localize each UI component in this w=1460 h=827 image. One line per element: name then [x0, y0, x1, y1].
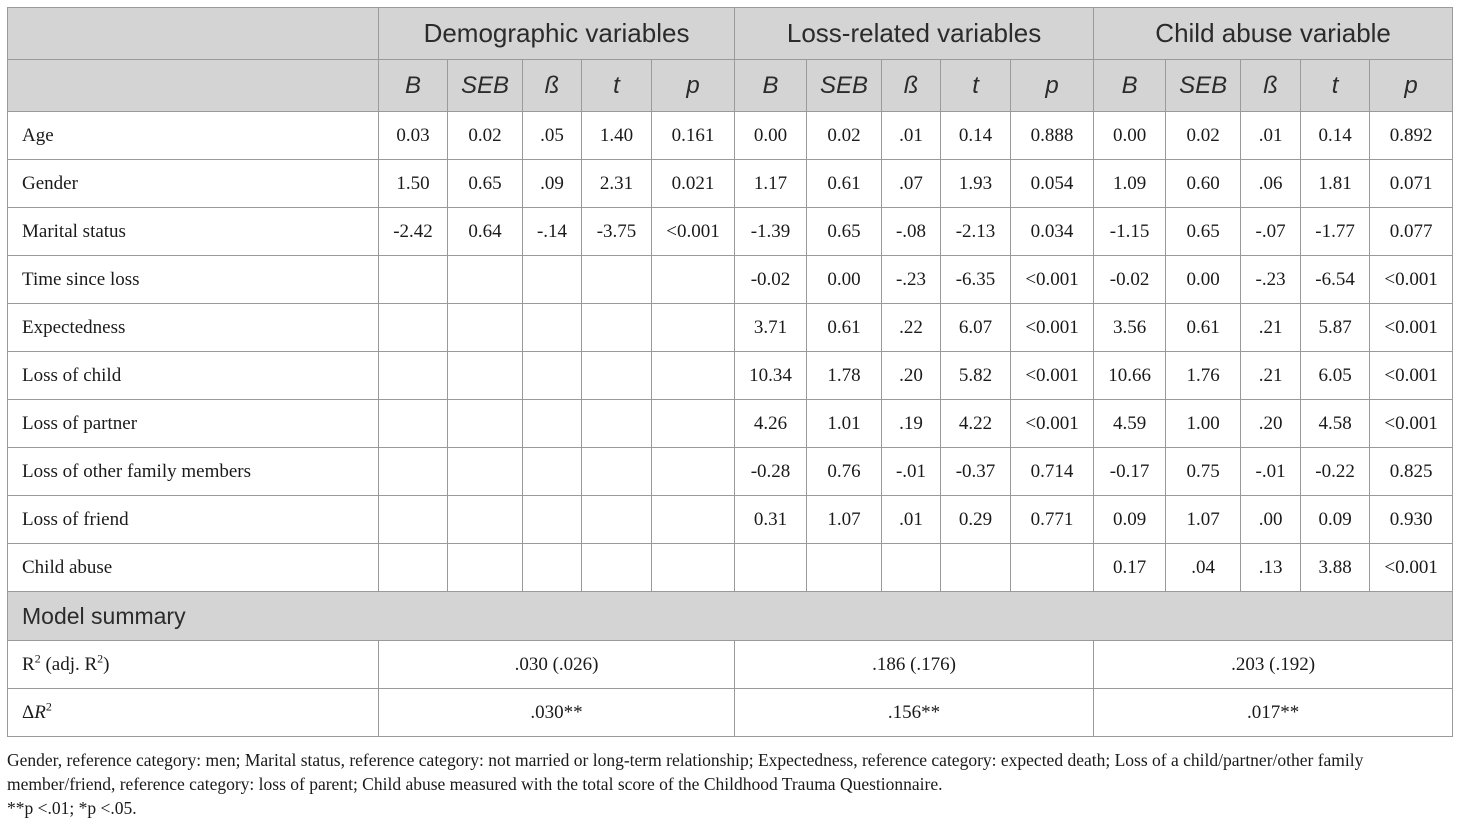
- model-summary-title: Model summary: [8, 592, 1453, 641]
- table-cell: [582, 304, 652, 352]
- delta-r2-row: [8, 689, 1453, 737]
- table-cell: <0.001: [1011, 304, 1094, 352]
- table-cell: [379, 352, 448, 400]
- table-body: [8, 112, 1453, 592]
- table-cell: 0.02: [807, 112, 882, 160]
- sub-header-b-group-3: B: [1094, 60, 1166, 112]
- table-cell: [941, 544, 1011, 592]
- table-row: [8, 400, 1453, 448]
- table-cell: 0.03: [379, 112, 448, 160]
- table-cell: 0.892: [1370, 112, 1453, 160]
- table-cell: 10.66: [1094, 352, 1166, 400]
- footnote-line-2: **p <.01; *p <.05.: [7, 798, 137, 818]
- table-cell: 6.07: [941, 304, 1011, 352]
- table-cell: 0.077: [1370, 208, 1453, 256]
- table-cell: -1.77: [1301, 208, 1370, 256]
- table-footnote: [7, 748, 1453, 820]
- delta-r2-label: $\Delta R^2$: [8, 689, 379, 737]
- table-cell: [523, 304, 582, 352]
- table-cell: .01: [882, 496, 941, 544]
- table-cell: [523, 256, 582, 304]
- table-cell: [448, 400, 523, 448]
- table-cell: -0.37: [941, 448, 1011, 496]
- table-cell: -3.75: [582, 208, 652, 256]
- sub-header-p-group-1: p: [652, 60, 735, 112]
- table-row: [8, 112, 1453, 160]
- table-cell: [582, 496, 652, 544]
- table-cell: -0.02: [1094, 256, 1166, 304]
- regression-table: [7, 7, 1453, 737]
- table-cell: 3.71: [735, 304, 807, 352]
- table-cell: 0.09: [1301, 496, 1370, 544]
- delta-r2-value-loss-related: .156**: [735, 689, 1094, 737]
- table-row: [8, 304, 1453, 352]
- table-cell: 2.31: [582, 160, 652, 208]
- table-cell: -.01: [1241, 448, 1301, 496]
- table-cell: -2.13: [941, 208, 1011, 256]
- r2-label: $R^2$ (adj. $R^2$): [8, 641, 379, 689]
- table-cell: -1.39: [735, 208, 807, 256]
- table-cell: 0.65: [1166, 208, 1241, 256]
- table-cell: 1.00: [1166, 400, 1241, 448]
- table-cell: .21: [1241, 304, 1301, 352]
- table-cell: 3.56: [1094, 304, 1166, 352]
- table-cell: [448, 304, 523, 352]
- table-cell: .19: [882, 400, 941, 448]
- row-label: Child abuse: [8, 544, 379, 592]
- table-cell: 0.76: [807, 448, 882, 496]
- table-cell: 0.888: [1011, 112, 1094, 160]
- table-cell: .01: [1241, 112, 1301, 160]
- table-cell: -6.54: [1301, 256, 1370, 304]
- table-cell: 0.02: [1166, 112, 1241, 160]
- table-cell: 4.58: [1301, 400, 1370, 448]
- table-cell: 5.87: [1301, 304, 1370, 352]
- table-cell: -0.02: [735, 256, 807, 304]
- table-cell: 3.88: [1301, 544, 1370, 592]
- table-cell: 0.65: [807, 208, 882, 256]
- table-cell: 0.714: [1011, 448, 1094, 496]
- table-cell: 1.93: [941, 160, 1011, 208]
- table-cell: [523, 352, 582, 400]
- table-cell: 0.65: [448, 160, 523, 208]
- table-cell: -0.22: [1301, 448, 1370, 496]
- table-cell: 0.054: [1011, 160, 1094, 208]
- footnote-line-1: Gender, reference category: men; Marital status, reference category: not married or long-term relationship; Expectedness, reference category: expected death; Loss of a child/partner/other family member/friend, reference category: loss of parent; Child abuse measured with the total score of the Childhood Trauma Questionnaire.: [7, 750, 1364, 794]
- table-cell: 0.021: [652, 160, 735, 208]
- table-cell: .07: [882, 160, 941, 208]
- table-cell: <0.001: [1370, 352, 1453, 400]
- table-cell: [652, 304, 735, 352]
- table-cell: [523, 400, 582, 448]
- table-cell: 1.01: [807, 400, 882, 448]
- corner-cell: [8, 8, 379, 60]
- table-cell: .13: [1241, 544, 1301, 592]
- r2-value-loss-related: .186 (.176): [735, 641, 1094, 689]
- table-cell: [652, 448, 735, 496]
- table-cell: 1.81: [1301, 160, 1370, 208]
- table-cell: 0.09: [1094, 496, 1166, 544]
- table-cell: <0.001: [1370, 400, 1453, 448]
- sub-header-ß-group-1: ß: [523, 60, 582, 112]
- delta-r2-value-demographic: .030**: [379, 689, 735, 737]
- table-cell: -1.15: [1094, 208, 1166, 256]
- table-cell: 0.00: [1094, 112, 1166, 160]
- sub-header-p-group-3: p: [1370, 60, 1453, 112]
- sub-header-seb-group-1: SEB: [448, 60, 523, 112]
- table-cell: [582, 400, 652, 448]
- table-cell: 1.07: [807, 496, 882, 544]
- sub-header-b-group-1: B: [379, 60, 448, 112]
- table-cell: -.07: [1241, 208, 1301, 256]
- table-cell: [379, 400, 448, 448]
- table-cell: .20: [1241, 400, 1301, 448]
- table-cell: <0.001: [1011, 400, 1094, 448]
- table-cell: 0.64: [448, 208, 523, 256]
- table-cell: 6.05: [1301, 352, 1370, 400]
- table-cell: <0.001: [1370, 304, 1453, 352]
- table-cell: 4.22: [941, 400, 1011, 448]
- table-cell: [582, 448, 652, 496]
- table-cell: 0.161: [652, 112, 735, 160]
- table-cell: [523, 496, 582, 544]
- table-cell: 4.59: [1094, 400, 1166, 448]
- table-cell: [448, 352, 523, 400]
- table-cell: 0.00: [735, 112, 807, 160]
- table-cell: .09: [523, 160, 582, 208]
- table-cell: -.23: [1241, 256, 1301, 304]
- corner-cell: [8, 60, 379, 112]
- table-cell: 0.02: [448, 112, 523, 160]
- row-label: Loss of other family members: [8, 448, 379, 496]
- r2-value-child-abuse: .203 (.192): [1094, 641, 1453, 689]
- table-cell: -6.35: [941, 256, 1011, 304]
- table-cell: 1.09: [1094, 160, 1166, 208]
- row-label: Loss of friend: [8, 496, 379, 544]
- table-cell: -2.42: [379, 208, 448, 256]
- table-cell: 0.61: [807, 160, 882, 208]
- table-cell: [448, 496, 523, 544]
- table-row: [8, 448, 1453, 496]
- table-cell: [523, 448, 582, 496]
- table-cell: 1.17: [735, 160, 807, 208]
- table-cell: .06: [1241, 160, 1301, 208]
- table-cell: .05: [523, 112, 582, 160]
- table-cell: [652, 400, 735, 448]
- sub-header-b-group-2: B: [735, 60, 807, 112]
- table-cell: 0.60: [1166, 160, 1241, 208]
- table-cell: [582, 544, 652, 592]
- table-cell: 0.034: [1011, 208, 1094, 256]
- table-row: [8, 496, 1453, 544]
- table-cell: 0.771: [1011, 496, 1094, 544]
- table-row: [8, 544, 1453, 592]
- table-cell: -.23: [882, 256, 941, 304]
- group-header-row: [8, 8, 1453, 60]
- table-cell: [582, 352, 652, 400]
- sub-header-p-group-2: p: [1011, 60, 1094, 112]
- table-cell: 0.17: [1094, 544, 1166, 592]
- table-cell: [807, 544, 882, 592]
- table-cell: 1.78: [807, 352, 882, 400]
- row-label: Time since loss: [8, 256, 379, 304]
- row-label: Age: [8, 112, 379, 160]
- table-cell: -.08: [882, 208, 941, 256]
- table-cell: -0.28: [735, 448, 807, 496]
- row-label: Gender: [8, 160, 379, 208]
- table-cell: 0.29: [941, 496, 1011, 544]
- table-cell: 0.61: [807, 304, 882, 352]
- row-label: Expectedness: [8, 304, 379, 352]
- delta-r2-value-child-abuse: .017**: [1094, 689, 1453, 737]
- table-cell: [882, 544, 941, 592]
- table-cell: [448, 544, 523, 592]
- table-cell: 4.26: [735, 400, 807, 448]
- table-cell: 0.14: [941, 112, 1011, 160]
- row-label: Marital status: [8, 208, 379, 256]
- table-cell: .01: [882, 112, 941, 160]
- table-cell: 0.00: [807, 256, 882, 304]
- table-cell: 0.75: [1166, 448, 1241, 496]
- table-cell: [379, 496, 448, 544]
- regression-table-container: [7, 7, 1453, 737]
- table-cell: .20: [882, 352, 941, 400]
- table-cell: 1.40: [582, 112, 652, 160]
- table-cell: 1.07: [1166, 496, 1241, 544]
- row-label: Loss of child: [8, 352, 379, 400]
- table-cell: 0.930: [1370, 496, 1453, 544]
- table-cell: <0.001: [1011, 256, 1094, 304]
- table-cell: .22: [882, 304, 941, 352]
- group-header-demographic: Demographic variables: [379, 8, 735, 60]
- sub-header-ß-group-2: ß: [882, 60, 941, 112]
- table-cell: -.14: [523, 208, 582, 256]
- table-cell: 0.61: [1166, 304, 1241, 352]
- table-cell: <0.001: [1370, 544, 1453, 592]
- table-cell: .21: [1241, 352, 1301, 400]
- group-header-loss-related: Loss-related variables: [735, 8, 1094, 60]
- sub-header-seb-group-3: SEB: [1166, 60, 1241, 112]
- table-cell: [379, 448, 448, 496]
- table-cell: [582, 256, 652, 304]
- r2-row: [8, 641, 1453, 689]
- sub-header-seb-group-2: SEB: [807, 60, 882, 112]
- sub-header-t-group-1: t: [582, 60, 652, 112]
- group-header-child-abuse: Child abuse variable: [1094, 8, 1453, 60]
- row-label: Loss of partner: [8, 400, 379, 448]
- table-cell: <0.001: [652, 208, 735, 256]
- r2-value-demographic: .030 (.026): [379, 641, 735, 689]
- table-cell: 0.31: [735, 496, 807, 544]
- table-cell: -.01: [882, 448, 941, 496]
- table-cell: 0.071: [1370, 160, 1453, 208]
- table-cell: [379, 256, 448, 304]
- table-cell: 10.34: [735, 352, 807, 400]
- table-cell: [652, 256, 735, 304]
- table-row: [8, 208, 1453, 256]
- table-cell: [379, 304, 448, 352]
- table-cell: [735, 544, 807, 592]
- sub-header-row: [8, 60, 1453, 112]
- table-cell: 1.76: [1166, 352, 1241, 400]
- table-cell: <0.001: [1370, 256, 1453, 304]
- table-cell: .00: [1241, 496, 1301, 544]
- table-cell: 0.00: [1166, 256, 1241, 304]
- table-cell: 0.825: [1370, 448, 1453, 496]
- table-row: [8, 256, 1453, 304]
- sub-header-ß-group-3: ß: [1241, 60, 1301, 112]
- table-cell: 5.82: [941, 352, 1011, 400]
- table-cell: <0.001: [1011, 352, 1094, 400]
- table-cell: 1.50: [379, 160, 448, 208]
- table-cell: [448, 256, 523, 304]
- table-cell: 0.14: [1301, 112, 1370, 160]
- table-cell: [379, 544, 448, 592]
- table-row: [8, 160, 1453, 208]
- model-summary-row: [8, 592, 1453, 641]
- table-cell: [652, 352, 735, 400]
- table-cell: [652, 544, 735, 592]
- table-cell: .04: [1166, 544, 1241, 592]
- sub-header-t-group-2: t: [941, 60, 1011, 112]
- table-cell: [448, 448, 523, 496]
- table-row: [8, 352, 1453, 400]
- sub-header-t-group-3: t: [1301, 60, 1370, 112]
- table-cell: [1011, 544, 1094, 592]
- table-cell: [652, 496, 735, 544]
- table-cell: -0.17: [1094, 448, 1166, 496]
- table-cell: [523, 544, 582, 592]
